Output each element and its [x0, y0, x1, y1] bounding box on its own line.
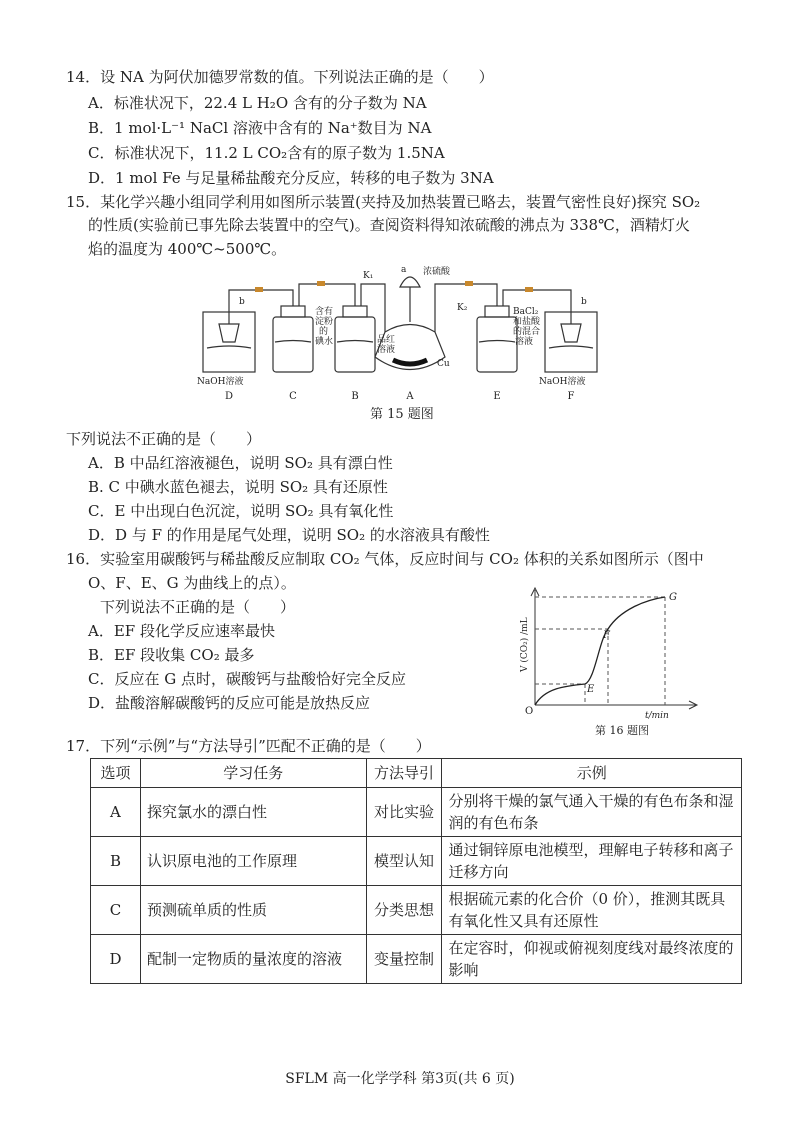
- q17-table: [90, 758, 742, 984]
- page-footer: SFLM 高一化学学科 第3页(共 6 页): [285, 1071, 515, 1087]
- q16-option-c: C．反应在 G 点时，碳酸钙与盐酸恰好完全反应: [88, 670, 406, 688]
- row-c-method: 分类思想: [366, 886, 442, 935]
- x-axis-label: t/min: [645, 711, 669, 721]
- point-f-label: F: [603, 630, 610, 641]
- q16-option-a: A．EF 段化学反应速率最快: [88, 622, 275, 640]
- row-b-option: B: [91, 837, 141, 886]
- q17-stem: 17．下列“示例”与“方法导引”匹配不正确的是（ ）: [66, 737, 431, 755]
- q14-option-a: A．标准状况下，22.4 L H₂O 含有的分子数为 NA: [88, 94, 427, 112]
- co2-curve: [535, 597, 665, 705]
- q14-option-d: D．1 mol Fe 与足量稀盐酸充分反应，转移的电子数为 3NA: [88, 169, 494, 187]
- row-c-task: 预测硫单质的性质: [140, 886, 366, 935]
- row-c-option: C: [91, 886, 141, 935]
- q14-option-b: B．1 mol·L⁻¹ NaCl 溶液中含有的 Na⁺数目为 NA: [88, 119, 432, 137]
- row-a-option: A: [91, 788, 141, 837]
- q16-stem-line-1: 16．实验室用碳酸钙与稀盐酸反应制取 CO₂ 气体，反应时间与 CO₂ 体积的关系如图所示（图中: [66, 550, 704, 568]
- row-d-task: 配制一定物质的量浓度的溶液: [140, 935, 366, 984]
- row-b-example: 通过铜锌原电池模型，理解电子转移和离子迁移方向: [442, 837, 742, 886]
- y-axis-label: V (CO₂) /mL: [520, 617, 530, 672]
- q16-stem-line-2: O、F、E、G 为曲线上的点）。: [88, 574, 296, 592]
- q14-stem: 14．设 NA 为阿伏加德罗常数的值。下列说法正确的是（ ）: [66, 68, 494, 86]
- k1-label: K₁: [363, 271, 374, 281]
- bottle-c: [273, 317, 313, 372]
- row-c-example: 根据硫元素的化合价（0 价），推测其既具有氧化性又具有还原性: [442, 886, 742, 935]
- table-header-row: [91, 759, 742, 788]
- q15-stem-line-3: 焰的温度为 400℃~500℃。: [88, 240, 287, 258]
- unit-e-label: E: [493, 391, 501, 402]
- q15-option-a: A．B 中品红溶液褪色，说明 SO₂ 具有漂白性: [88, 454, 393, 472]
- q15-sub-stem: 下列说法不正确的是（ ）: [66, 430, 262, 448]
- row-a-task: 探究氯水的漂白性: [140, 788, 366, 837]
- q15-option-b: B. C 中碘水蓝色褪去，说明 SO₂ 具有还原性: [88, 478, 388, 496]
- starch-iodine-label-3: 的: [319, 327, 329, 337]
- row-a-example: 分别将干燥的氯气通入干燥的有色布条和湿润的有色布条: [442, 788, 742, 837]
- q16-option-b: B．EF 段收集 CO₂ 最多: [88, 646, 255, 664]
- bacl2-label-3: 的混合: [513, 327, 541, 337]
- row-b-task: 认识原电池的工作原理: [140, 837, 366, 886]
- q15-stem-line-2: 的性质(实验前已事先除去装置中的空气)。查阅资料得知浓硫酸的沸点为 338℃，酒精灯火: [88, 216, 690, 234]
- row-d-option: D: [91, 935, 141, 984]
- q14-option-c: C．标准状况下，11.2 L CO₂含有的原子数为 1.5NA: [88, 144, 445, 162]
- b-right-label: b: [581, 297, 587, 307]
- q16-figure-caption: 第 16 题图: [595, 724, 649, 737]
- b-left-label: b: [239, 297, 245, 307]
- q16-co2-volume-chart: [515, 580, 715, 742]
- q15-option-c: C．E 中出现白色沉淀，说明 SO₂ 具有氧化性: [88, 502, 394, 520]
- row-a-method: 对比实验: [366, 788, 442, 837]
- table-row: [91, 886, 742, 935]
- unit-b-label: B: [351, 391, 359, 402]
- row-d-example: 在定容时，仰视或俯视刻度线对最终浓度的影响: [442, 935, 742, 984]
- q16-option-d: D．盐酸溶解碳酸钙的反应可能是放热反应: [88, 694, 371, 712]
- row-b-method: 模型认知: [366, 837, 442, 886]
- q15-stem-line-1: 15．某化学兴趣小组同学利用如图所示装置(夹持及加热装置已略去，装置气密性良好)探究 SO₂: [66, 193, 701, 211]
- header-task: 学习任务: [140, 759, 366, 788]
- bacl2-label-2: 和盐酸: [513, 317, 541, 327]
- q15-option-d: D．D 与 F 的作用是尾气处理，说明 SO₂ 的水溶液具有酸性: [88, 526, 490, 544]
- table-row: [91, 788, 742, 837]
- magenta-label-2: 溶液: [377, 345, 396, 355]
- unit-f-label: F: [567, 391, 575, 402]
- point-g-label: G: [669, 592, 677, 603]
- bacl2-label-1: BaCl₂: [513, 307, 539, 317]
- q15-figure-caption: 第 15 题图: [370, 407, 434, 422]
- funnel-d: [219, 324, 239, 342]
- starch-iodine-label-4: 碘水: [315, 337, 334, 347]
- header-method: 方法导引: [366, 759, 442, 788]
- q15-apparatus-figure: [195, 262, 615, 402]
- a-label: a: [401, 265, 407, 275]
- unit-a-label: A: [406, 391, 414, 402]
- dropping-funnel: [400, 277, 420, 287]
- bacl2-label-4: 溶液: [515, 337, 534, 347]
- naoh-left-label: NaOH溶液: [197, 377, 244, 387]
- magenta-label-1: 品红: [377, 335, 396, 345]
- header-option: 选项: [91, 759, 141, 788]
- conc-acid-label: 浓硫酸: [423, 267, 451, 277]
- header-example: 示例: [442, 759, 742, 788]
- naoh-right-label: NaOH溶液: [539, 377, 586, 387]
- starch-iodine-label-1: 含有: [315, 307, 334, 317]
- origin-label: O: [525, 706, 534, 717]
- k2-label: K₂: [457, 303, 468, 313]
- q16-sub-stem: 下列说法不正确的是（ ）: [100, 598, 296, 616]
- cu-label: Cu: [437, 359, 450, 369]
- bottle-e: [477, 317, 517, 372]
- starch-iodine-label-2: 淀粉: [315, 317, 334, 327]
- bottle-b: [335, 317, 375, 372]
- unit-c-label: C: [289, 391, 297, 402]
- point-e-label: E: [587, 684, 595, 695]
- table-row: [91, 935, 742, 984]
- table-row: [91, 837, 742, 886]
- unit-d-label: D: [224, 391, 234, 402]
- row-d-method: 变量控制: [366, 935, 442, 984]
